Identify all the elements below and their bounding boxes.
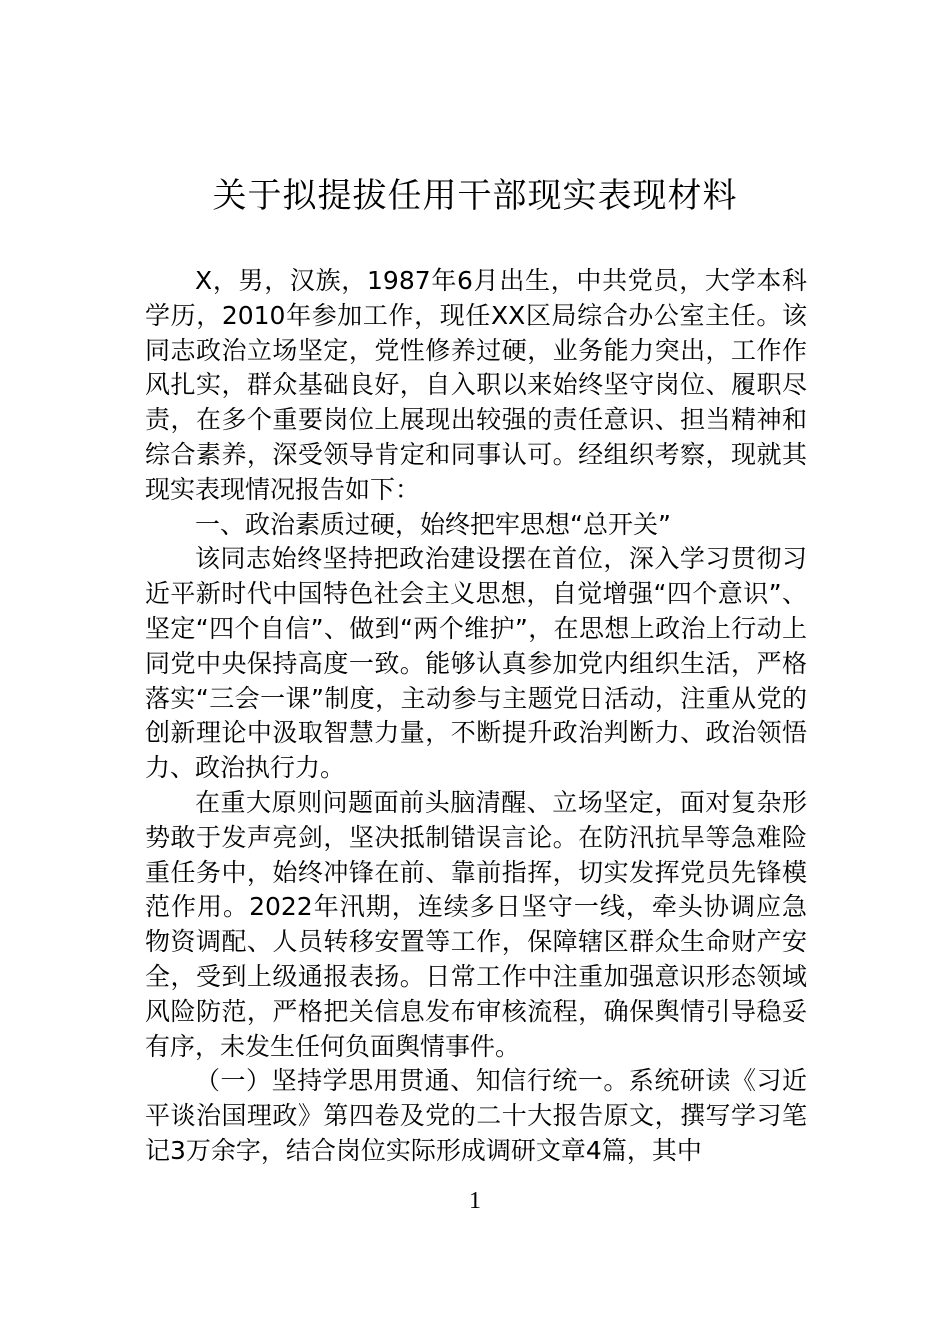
subsection-paragraph: （一）坚持学思用贯通、知信行统一。系统研读《习近平谈治国理政》第四卷及党的二十大报告原文，撰写学习笔记3万余字，结合岗位实际形成调研文章4篇，其中 (145, 1066, 807, 1165)
body-paragraph: 在重大原则问题面前头脑清醒、立场坚定，面对复杂形势敢于发声亮剑，坚决抵制错误言论。在防汛抗旱等急难险重任务中，始终冲锋在前、靠前指挥，切实发挥党员先锋模范作用。2022年汛期，连续多日坚守一线，牵头协调应急物资调配、人员转移安置等工作，保障辖区群众生命财产安全，受到上级通报表扬。日常工作中注重加强意识形态领域风险防范，严格把关信息发布审核流程，确保舆情引导稳妥有序，未发生任何负面舆情事件。 (145, 787, 807, 1061)
section-heading: 一、政治素质过硬，始终把牢思想“总开关” (195, 509, 671, 539)
document-title: 关于拟提拔任用干部现实表现材料 (212, 176, 738, 216)
body-paragraph: 该同志始终坚持把政治建设摆在首位，深入学习贯彻习近平新时代中国特色社会主义思想，自觉增强“四个意识”、坚定“四个自信”、做到“两个维护”，在思想上政治上行动上同党中央保持高度一致。能够认真参加党内组织生活，严格落实“三会一课”制度，主动参与主题党日活动，注重从党的创新理论中汲取智慧力量，不断提升政治判断力、政治领悟力、政治执行力。 (145, 544, 807, 783)
document-body (145, 264, 807, 1169)
page-number: 1 (469, 1188, 481, 1214)
intro-paragraph: X，男，汉族，1987年6月出生，中共党员，大学本科学历，2010年参加工作，现任XX区局综合办公室主任。该同志政治立场坚定，党性修养过硬，业务能力突出，工作作风扎实，群众基础良好，自入职以来始终坚守岗位、履职尽责，在多个重要岗位上展现出较强的责任意识、担当精神和综合素养，深受领导肯定和同事认可。经组织考察，现就其现实表现情况报告如下： (145, 266, 807, 504)
